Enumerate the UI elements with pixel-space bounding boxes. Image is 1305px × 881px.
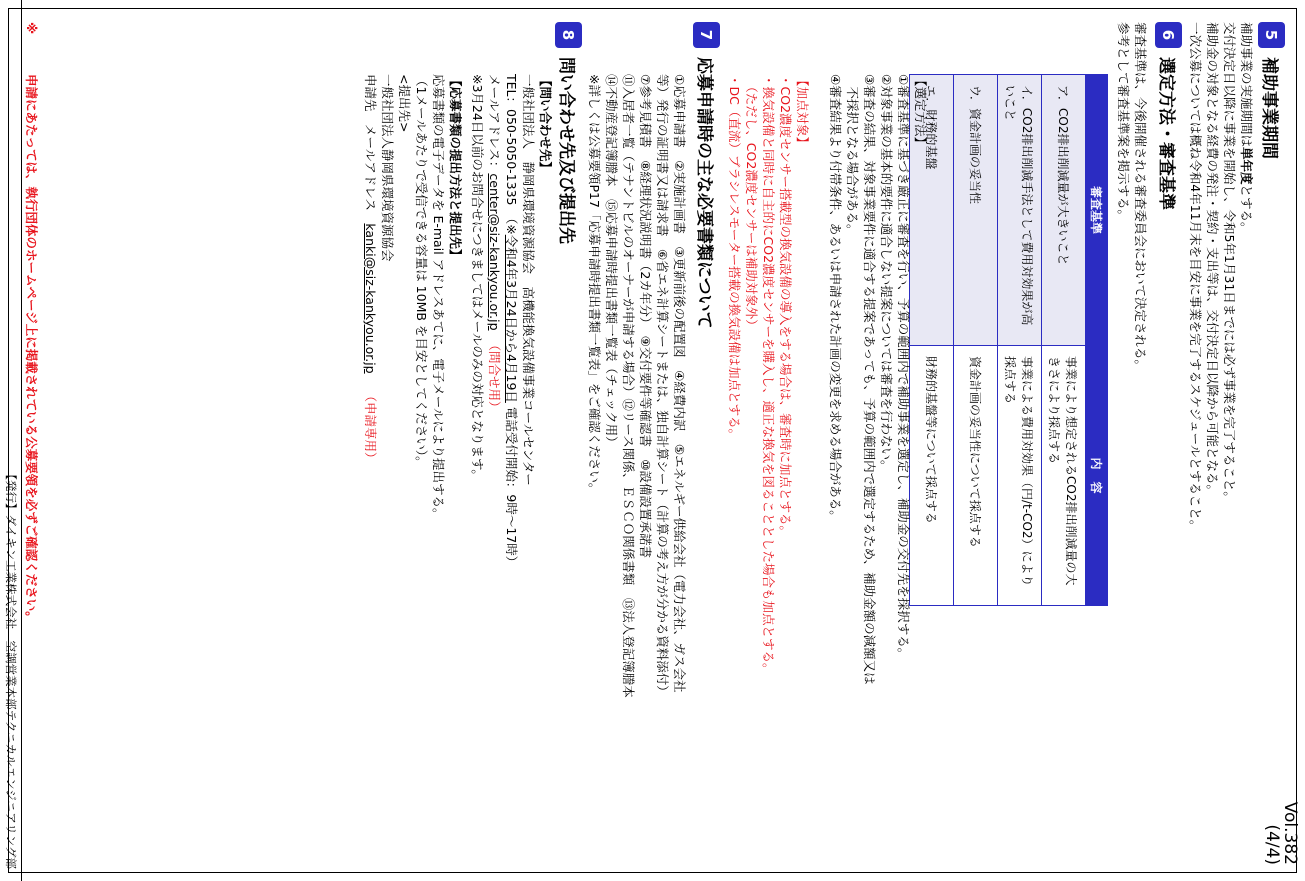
volume-label — [1263, 802, 1299, 865]
section-5-line-1 — [1238, 22, 1255, 235]
application-email-link[interactable]: kanki@siz-kankyou.or.jp — [363, 223, 378, 374]
section-5-line-2: 交付決定日以降に事業を開始し、令和5年1月31日までには必ず事業を完了すること。 — [1222, 22, 1237, 504]
section-8-badge: 8 — [555, 22, 582, 48]
inquiry-email-link[interactable]: center@siz-kankyou.or.jp — [487, 173, 502, 331]
section-5-line-3: 補助金の対象となる経費の発注・契約・支出等は、交付決定日以降から可能となる。 — [1205, 22, 1220, 498]
contact-email — [486, 74, 503, 414]
section-5-line-4: 一次公募については概ね令和4年11月末を目安に事業を完了するスケジュールとすること。 — [1188, 22, 1203, 533]
criteria-row — [910, 75, 954, 606]
required-document-line: ⑭不動産登記簿謄本 ⑮応募申請時提出書類一覧表（チェック用） — [604, 74, 619, 449]
content-cell: 資金計画の妥当性について採点する — [954, 346, 998, 606]
content-header-cell: 内 容 — [1086, 346, 1108, 606]
submission-line-1: 応募書類の電子データを E-mail アドレスあてに、電子メールにより提出する。 — [431, 74, 446, 521]
criteria-row — [998, 75, 1042, 606]
section-5-badge: 5 — [1258, 22, 1285, 48]
destination-email — [362, 74, 379, 465]
required-document-line: ①応募申請書 ②実施計画書 ③更新前後の配置図 ④経費内訳 ⑤エネルギー供給会社（電力会社、ガス会社 — [672, 74, 687, 693]
page-number: (4/4) — [1262, 824, 1282, 865]
contact-heading: 【問い合わせ先】 — [538, 74, 553, 175]
criteria-cell: エ．財務的基盤 — [910, 75, 954, 346]
required-document-line: ⑦参考見積書 ⑧経理状況説明書（2カ年分） ⑨交付要件等確認書 ⑩設備設置承諾書 — [638, 74, 653, 559]
destination-email-label: 申請先 メールアドレス — [363, 74, 378, 224]
section-6-line-2: 参考として審査基準案を掲示する。 — [1116, 22, 1131, 223]
inquiry-use-label: （問合せ用） — [487, 338, 502, 414]
contact-organization: 一般社団法人 静岡県環境資源協会 高機能換気設備事業コールセンター — [521, 74, 536, 486]
submission-heading: 【応募書類の提出方法と提出先】 — [448, 74, 463, 262]
criteria-cell: ア．CO2排出削減量が大きいこと — [1042, 75, 1086, 346]
criteria-cell: イ．CO2排出削減手法として費用対効果が高いこと — [998, 75, 1042, 346]
single-year-emphasis: 単年度 — [1239, 147, 1254, 185]
selection-method-item: ③審査の結果、対象事業要件に適合する提案であっても、予算の範囲内で選定するため、補助金額の減額又は — [862, 74, 877, 685]
bonus-item: ・CO2濃度センサー搭載型の換気設備の導入をする場合は、審査時に加点とする。 — [778, 74, 793, 539]
section-8-title: 問い合わせ先及び提出先 — [556, 57, 576, 244]
selection-method-heading: 【選定方法】 — [913, 74, 928, 150]
selection-method-item: ①審査基準に基づき厳正に審査を行い、予算の範囲内で補助事業を選定し、補助金の交付先を採択する。 — [896, 74, 911, 661]
destination-heading: <提出先> — [397, 74, 412, 133]
bonus-item: （ただし、CO2濃度センサーは補助対象外） — [744, 74, 759, 332]
footer-publisher: 【発行】ダイキン工業株式会社 空調営業本部テクニカルエンジニアリング部 — [4, 468, 18, 869]
section-6-line-1: 審査基準は、今後開催される審査委員会において決定される。 — [1133, 22, 1148, 373]
required-document-line: ⑪入居者一覧（テナントビルのオーナーが申請する場合）⑫リース関係、ＥＳＣＯ関係書類 ⑬法人登記簿謄本 — [621, 74, 636, 698]
criteria-table-header — [1086, 75, 1108, 606]
section-6-badge: 6 — [1155, 22, 1182, 48]
bonus-heading: 【加点対象】 — [795, 74, 810, 150]
selection-method-item: ②対象事業の基本的要件に適合しない提案については審査を行わない。 — [879, 74, 894, 473]
criteria-header-cell: 審査基準 — [1086, 75, 1108, 346]
application-use-label: （申請専用） — [363, 389, 378, 465]
criteria-row — [1042, 75, 1086, 606]
required-document-line: 等）発行の証明書又は請求書 ⑥省エネ計算シートまたは、独自計算シート（計算の考え方が分かる資料添付） — [655, 74, 670, 698]
section-6-title: 選定方法・審査基準 — [1156, 57, 1176, 210]
phone-hours: 電話受付開始：9時～17時） — [504, 406, 519, 569]
criteria-cell: ウ．資金計画の妥当性 — [954, 75, 998, 346]
criteria-row — [954, 75, 998, 606]
criteria-table-wrapper — [909, 74, 1108, 606]
telephone-number: TEL：050-5050-1335 （※ — [504, 74, 519, 235]
notice-text: 申請にあたっては、執行団体のホームページ上に掲載されている公募要領を必ずご確認ください。 — [24, 74, 39, 624]
content-cell: 財務的基盤等について採点する — [910, 346, 954, 606]
section-5-header — [1258, 22, 1285, 159]
section-6-header — [1155, 22, 1182, 210]
section-5-line-1-end: とする。 — [1239, 184, 1254, 235]
email-label: メールアドレス： — [487, 74, 502, 174]
section-7-header — [693, 22, 720, 329]
content-cell: 事業による費用対効果（円/t-CO2）により採点する — [998, 346, 1042, 606]
section-8-header — [555, 22, 582, 244]
bonus-item: ・換気設備と同時に自主的にCO2濃度センサーを購入し、適正な換気を図ることとした場合も加点とする。 — [761, 74, 776, 676]
contact-note: ※3月24日以前のお問合せにつきましてはメールのみの対応となります。 — [470, 74, 485, 482]
section-7-badge: 7 — [693, 22, 720, 48]
volume-number: Vol.382 — [1280, 801, 1300, 865]
section-5-title: 補助事業期間 — [1259, 57, 1279, 159]
phone-period: 令和4年3月24日から4月19日 — [504, 234, 519, 403]
selection-method-item: ④審査結果より付帯条件、あるいは申請された計画の変更を求める場合がある。 — [828, 74, 843, 523]
criteria-table — [909, 74, 1108, 606]
section-5-line-1-text: 補助事業の実施期間は — [1239, 22, 1254, 148]
contact-telephone — [503, 74, 520, 568]
required-document-note: ※詳しくは公募要領P17「応募申請時提出書類一覧表」をご確認ください。 — [587, 74, 602, 496]
section-7-title: 応募申請時の主な必要書類について — [694, 57, 714, 329]
destination-organization: 一般社団法人静岡県環境資源協会 — [380, 74, 395, 262]
notice-mark: ※ — [24, 22, 39, 35]
selection-method-item: 不採択となる場合がある。 — [845, 74, 860, 237]
content-cell: 事業により想定されるCO2排出削減量の大きさにより採点する — [1042, 346, 1086, 606]
bonus-item: ・DC（直流）ブラシレスモーター搭載の換気設備は加点とする。 — [727, 74, 742, 442]
submission-line-2: （1メールあたりで受信できる容量は 10MB を目安としてください）。 — [414, 74, 429, 469]
footer-divider — [21, 0, 22, 881]
